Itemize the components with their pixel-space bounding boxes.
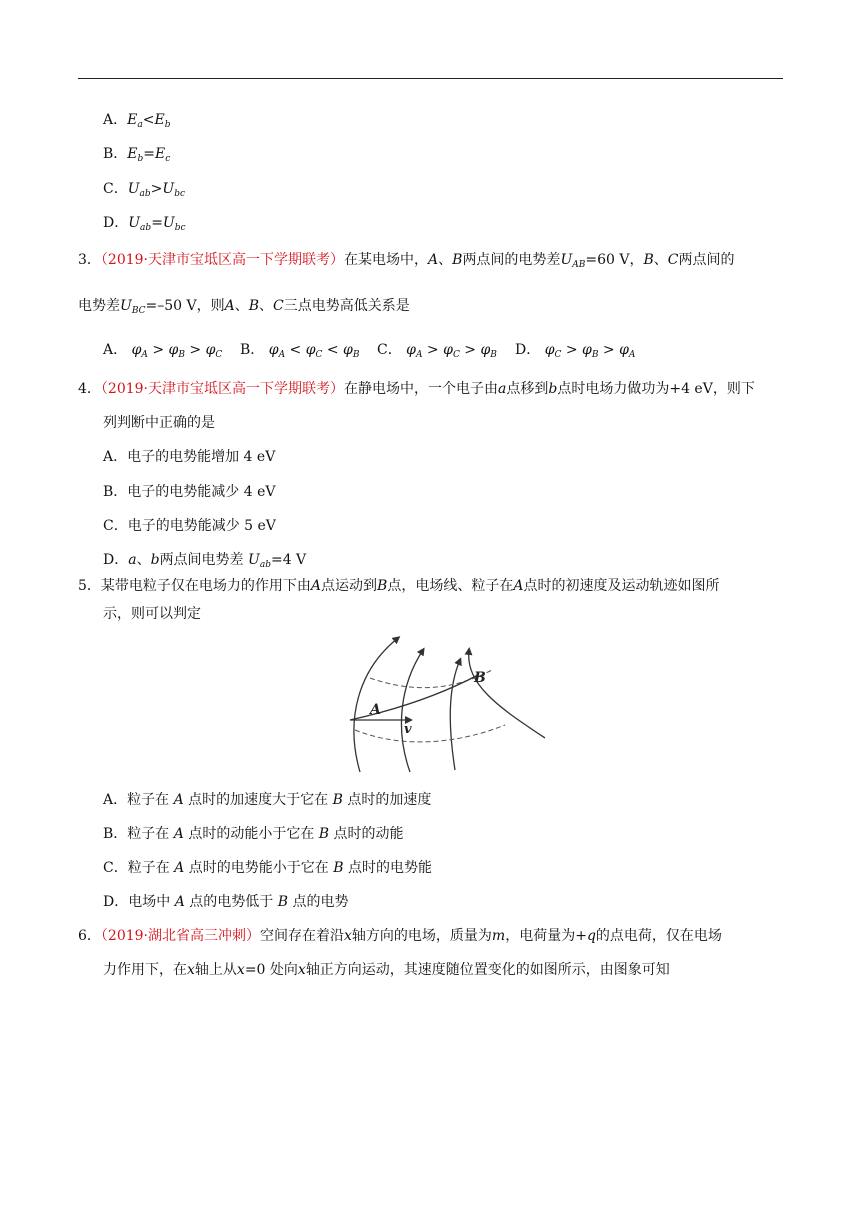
equipotential-2 (355, 725, 505, 742)
q5-option-b[interactable]: B．粒子在 A 点时的动能小于它在 B 点时的动能 (103, 826, 404, 842)
q5-option-d[interactable]: D．电场中 A 点的电势低于 B 点的电势 (103, 894, 349, 910)
q3-option-c[interactable]: C． $\varphi_A > \varphi_C > \varphi_B$ (377, 342, 497, 360)
q2-option-b[interactable]: B．$E_b=E_c$ (103, 146, 171, 164)
q4-source: （2019·天津市宝坻区高一下学期联考） (100, 381, 345, 397)
q2-option-a[interactable]: A．$E_a<E_b$ (103, 112, 171, 130)
label-a: A (370, 702, 381, 718)
field-line-4 (469, 650, 545, 738)
q4-option-d[interactable]: D．a、b两点间电势差 $U_{ab}=4$ V (103, 552, 307, 570)
q6-stem-line1: 6．（2019·湖北省高三冲刺）空间存在着沿x轴方向的电场，质量为m，电荷量为+q的点电荷，仅在电场 (78, 928, 722, 944)
q3-option-a[interactable]: A． $\varphi_A > \varphi_B > \varphi_C$ (103, 342, 223, 360)
q4-option-c[interactable]: C．电子的电势能减少 5 eV (103, 518, 276, 534)
q2-option-d[interactable]: D．$U_{ab}=U_{bc}$ (103, 215, 186, 233)
q2-option-c[interactable]: C．$U_{ab}>U_{bc}$ (103, 181, 186, 199)
q3-stem-line2: 电势差$U_{BC}=-50$ V，则A、B、C三点电势高低关系是 (78, 298, 410, 316)
q4-option-b[interactable]: B．电子的电势能减少 4 eV (103, 484, 276, 500)
q5-option-a[interactable]: A．粒子在 A 点时的加速度大于它在 B 点时的加速度 (103, 792, 432, 808)
q4-stem-line1: 4．（2019·天津市宝坻区高一下学期联考）在静电场中，一个电子由a点移到b点时电场力做功为+4 eV，则下 (78, 381, 755, 397)
q6-source: （2019·湖北省高三冲刺） (100, 928, 261, 944)
q4-option-a[interactable]: A．电子的电势能增加 4 eV (103, 449, 276, 465)
header-rule (78, 78, 783, 79)
q3-option-d[interactable]: D． $\varphi_C > \varphi_B > \varphi_A$ (515, 342, 636, 360)
q5-stem-line2: 示，则可以判定 (103, 606, 201, 622)
q6-stem-line2: 力作用下，在x轴上从x=0 处向x轴正方向运动，其速度随位置变化的如图所示，由图象可知 (103, 962, 670, 978)
field-line-3 (450, 660, 460, 770)
q3-option-b[interactable]: B． $\varphi_A < \varphi_C < \varphi_B$ (240, 342, 360, 360)
q3-stem-line1: 3．（2019·天津市宝坻区高一下学期联考）在某电场中，A、B两点间的电势差$U_{AB}=60$ V，B、C两点间的 (78, 252, 735, 270)
label-b: B (474, 670, 486, 686)
q3-source: （2019·天津市宝坻区高一下学期联考） (100, 252, 345, 268)
q5-stem-line1: 5．某带电粒子仅在电场力的作用下由A点运动到B点，电场线、粒子在A点时的初速度及运动轨迹如图所 (78, 578, 720, 594)
q3-options (103, 340, 635, 365)
field-line-figure (340, 630, 555, 780)
q5-option-c[interactable]: C．粒子在 A 点时的电势能小于它在 B 点时的电势能 (103, 860, 432, 876)
q4-stem-line2: 列判断中正确的是 (103, 415, 215, 431)
field-line-2 (401, 650, 423, 772)
label-v: v (404, 722, 412, 737)
